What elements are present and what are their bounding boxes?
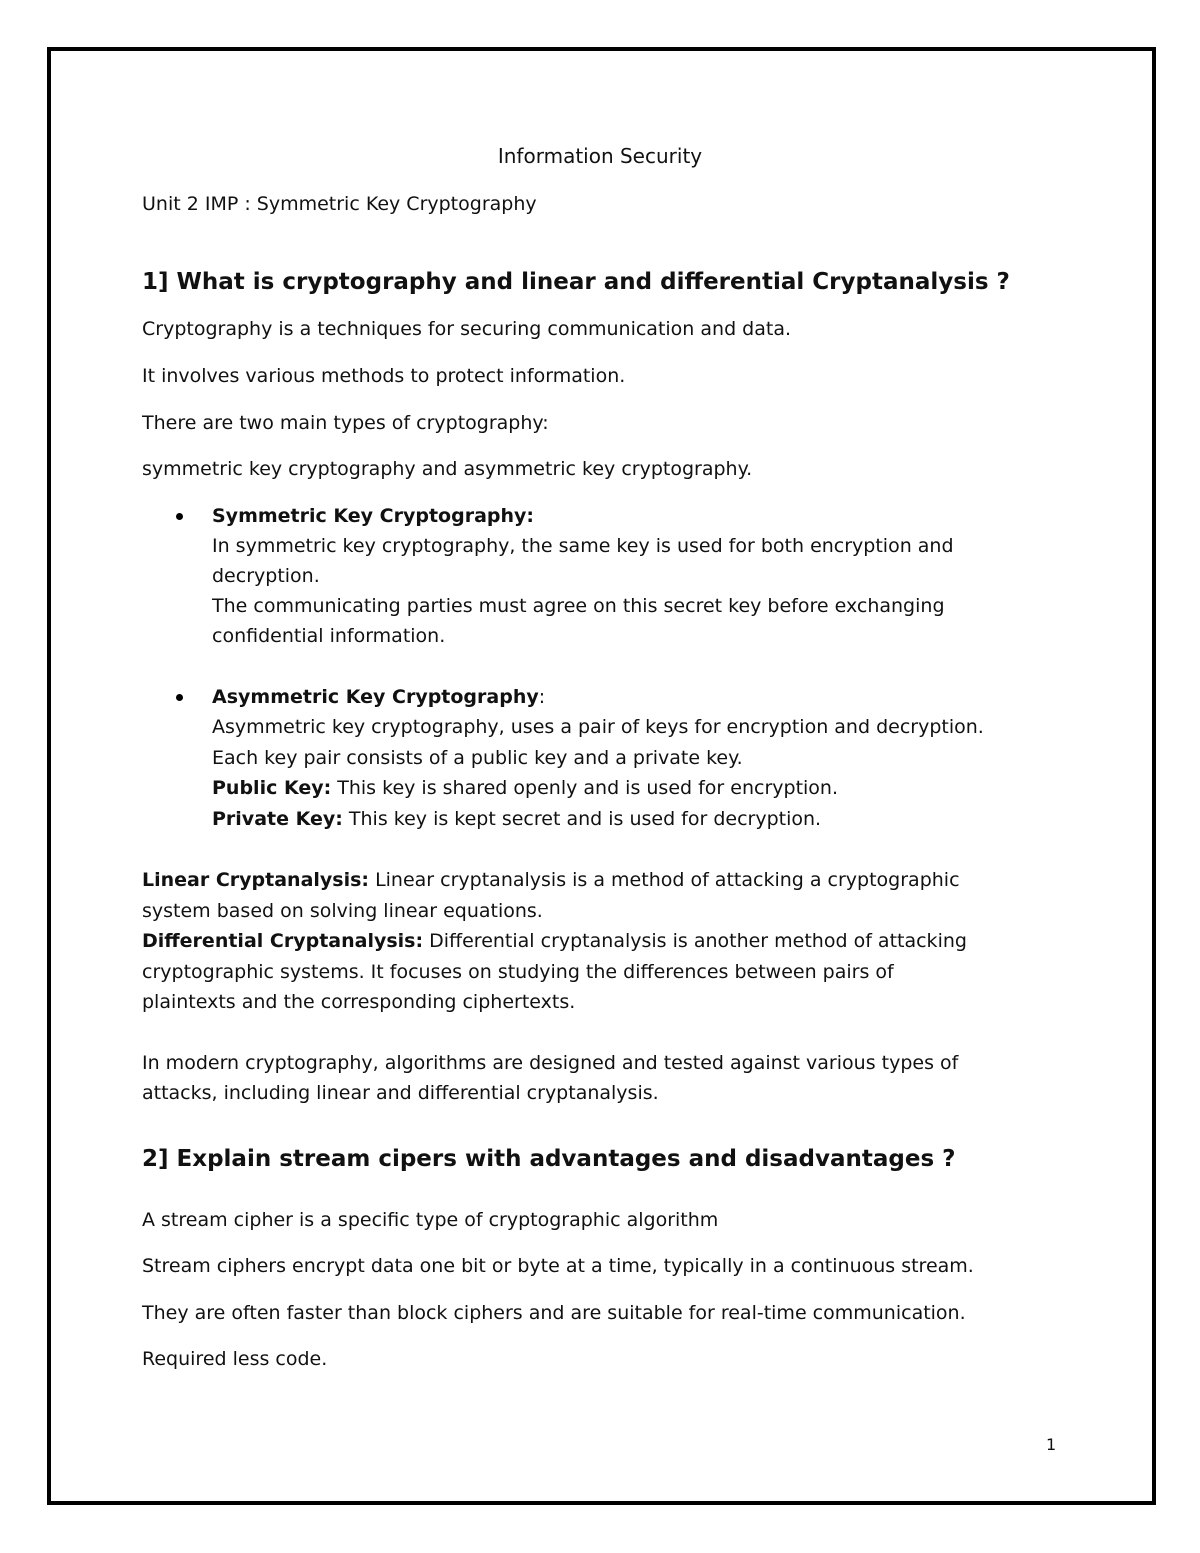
linear-cryptanalysis-line — [142, 868, 960, 892]
unit-subtitle: Unit 2 IMP : Symmetric Key Cryptography — [142, 193, 537, 215]
symmetric-line: In symmetric key cryptography, the same key is used for both encryption and — [212, 535, 954, 557]
q1-paragraph-1: Cryptography is a techniques for securing communication and data. — [142, 318, 792, 340]
differential-cryptanalysis-line-3: plaintexts and the corresponding ciphertexts. — [142, 991, 576, 1013]
modern-cryptography-line-1: In modern cryptography, algorithms are designed and tested against various types of — [142, 1052, 959, 1074]
asymmetric-line: Asymmetric key cryptography, uses a pair of keys for encryption and decryption. — [212, 716, 984, 738]
symmetric-title: Symmetric Key Cryptography: — [212, 505, 535, 527]
q2-paragraph-3: They are often faster than block ciphers and are suitable for real-time communication. — [142, 1302, 966, 1324]
private-key-label: Private Key: — [212, 808, 343, 830]
q1-paragraph-4: symmetric key cryptography and asymmetric key cryptography. — [142, 458, 753, 480]
public-key-label: Public Key: — [212, 777, 332, 799]
symmetric-line: confidential information. — [212, 625, 446, 647]
symmetric-line: The communicating parties must agree on this secret key before exchanging — [212, 595, 945, 617]
linear-cryptanalysis-label: Linear Cryptanalysis: — [142, 869, 370, 891]
q1-paragraph-2: It involves various methods to protect information. — [142, 365, 626, 387]
differential-cryptanalysis-line-2: cryptographic systems. It focuses on studying the differences between pairs of — [142, 961, 894, 983]
private-key-text: This key is kept secret and is used for decryption. — [342, 808, 822, 830]
document-title: Information Security — [497, 144, 703, 168]
page-number: 1 — [1046, 1435, 1057, 1454]
differential-cryptanalysis-label: Differential Cryptanalysis: — [142, 930, 424, 952]
public-key-text: This key is shared openly and is used for encryption. — [331, 777, 839, 799]
differential-cryptanalysis-line — [142, 929, 967, 953]
question-1-heading: 1] What is cryptography and linear and differential Cryptanalysis ? — [142, 269, 1010, 295]
asymmetric-title: Asymmetric Key Cryptography — [212, 686, 539, 708]
question-2-heading: 2] Explain stream cipers with advantages and disadvantages ? — [142, 1146, 956, 1172]
modern-cryptography-line-2: attacks, including linear and differential cryptanalysis. — [142, 1082, 659, 1104]
q1-paragraph-3: There are two main types of cryptography: — [142, 412, 549, 434]
bullet-icon — [176, 513, 183, 520]
linear-cryptanalysis-line-2: system based on solving linear equations. — [142, 900, 543, 922]
symmetric-line: decryption. — [212, 565, 320, 587]
q2-paragraph-2: Stream ciphers encrypt data one bit or byte at a time, typically in a continuous stream. — [142, 1255, 974, 1277]
private-key-line — [212, 807, 821, 831]
differential-cryptanalysis-text: Differential cryptanalysis is another method of attacking — [423, 930, 967, 952]
asymmetric-title-line — [212, 685, 545, 709]
asymmetric-title-colon: : — [538, 686, 546, 708]
bullet-icon — [176, 694, 183, 701]
linear-cryptanalysis-text: Linear cryptanalysis is a method of attacking a cryptographic — [369, 869, 960, 891]
asymmetric-line: Each key pair consists of a public key and a private key. — [212, 747, 743, 769]
q2-paragraph-4: Required less code. — [142, 1348, 328, 1370]
q2-paragraph-1: A stream cipher is a specific type of cryptographic algorithm — [142, 1209, 719, 1231]
public-key-line — [212, 776, 838, 800]
